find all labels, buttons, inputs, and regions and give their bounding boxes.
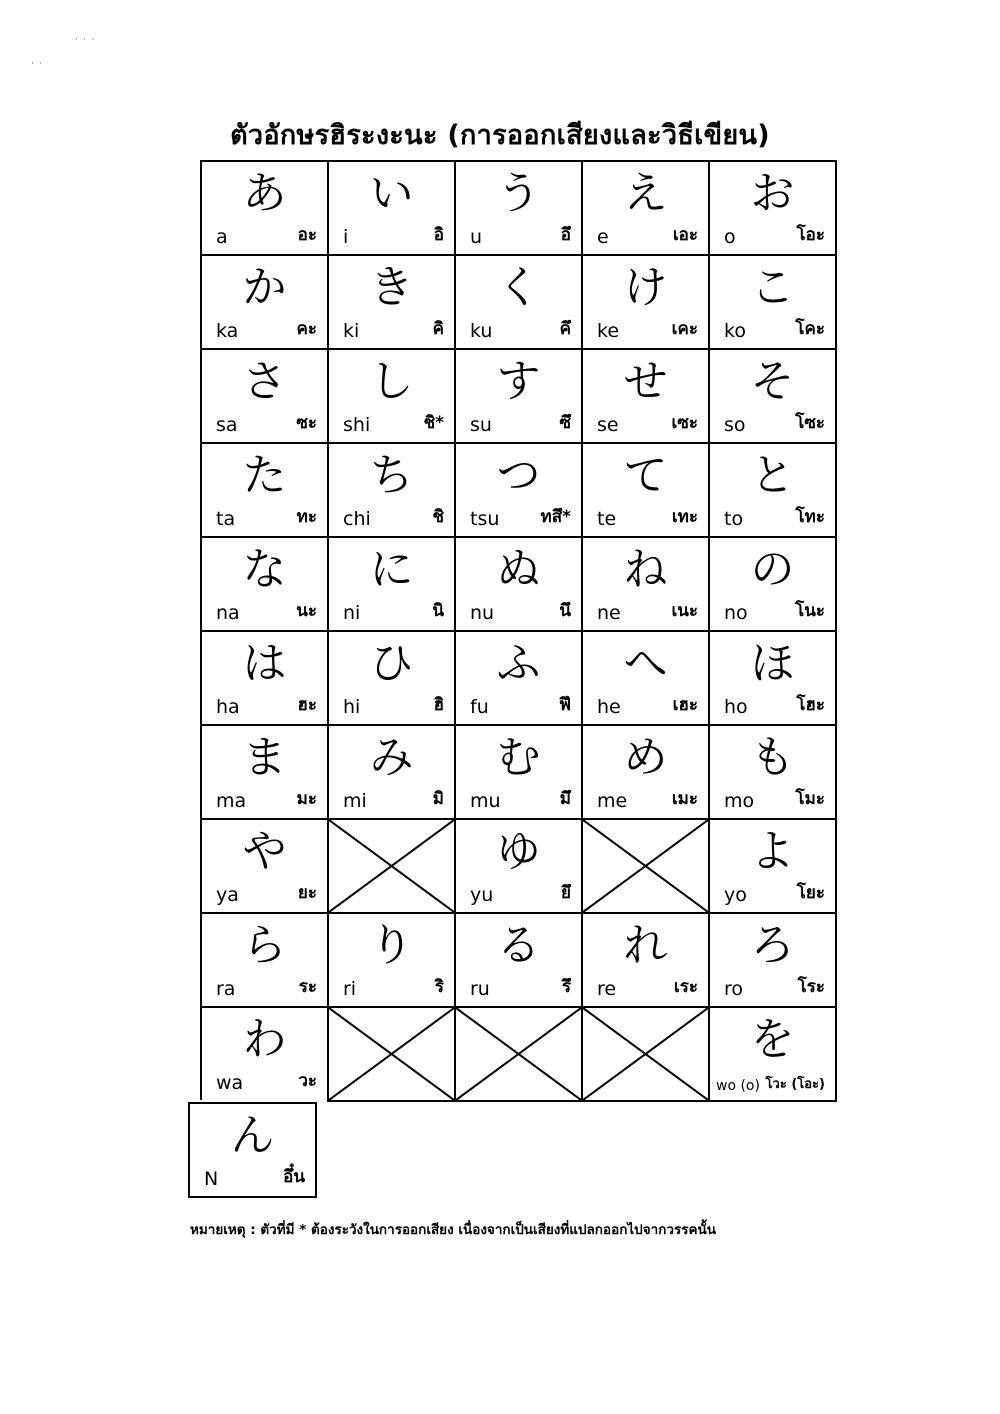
romaji-label: me [597,790,628,812]
thai-pronunciation: โคะ [795,319,825,339]
table-row [200,536,837,630]
kana-cell [708,160,837,254]
empty-crossed-cell [581,818,708,912]
romaji-label: tsu [470,508,500,530]
kana-character: み [369,732,414,783]
kana-character: ぬ [496,544,541,595]
romaji-label: ra [216,978,236,1000]
kana-cell [581,536,708,630]
thai-pronunciation: ทสึ* [540,507,571,527]
table-row [200,160,837,254]
kana-cell [188,1102,317,1198]
thai-pronunciation: เมะ [671,789,698,809]
thai-pronunciation: นึ [559,601,571,621]
kana-character: ら [242,920,287,971]
scan-speck: ˙ ˙ ˙ [74,38,96,49]
kana-cell [581,160,708,254]
romaji-label: i [343,226,349,248]
empty-crossed-cell [454,1006,581,1102]
romaji-label: wa [216,1072,244,1094]
thai-pronunciation: อะ [297,225,317,245]
thai-pronunciation: มิ [432,789,444,809]
thai-pronunciation: มึ [559,789,571,809]
hiragana-table [200,160,837,1198]
romaji-label: a [216,226,228,248]
kana-character: を [750,1014,795,1065]
kana-character: ま [242,732,287,783]
romaji-label: ru [470,978,490,1000]
kana-cell [454,254,581,348]
thai-pronunciation: เอะ [672,225,698,245]
kana-cell [708,724,837,818]
thai-pronunciation: นะ [296,601,317,621]
thai-pronunciation: โระ [797,977,825,997]
thai-pronunciation: โฮะ [796,695,825,715]
kana-character: ね [623,544,668,595]
kana-character: む [496,732,541,783]
kana-character: け [623,262,668,313]
kana-character: な [242,544,287,595]
thai-pronunciation: ซึ [559,413,571,433]
romaji-label: hi [343,696,361,718]
kana-character: え [623,168,668,219]
thai-pronunciation: โซะ [795,413,825,433]
romaji-label: ma [216,790,247,812]
romaji-label: N [204,1168,219,1190]
table-row [200,348,837,442]
thai-pronunciation: ชิ* [423,413,444,433]
cross-mark-icon [329,1008,454,1100]
kana-cell [581,442,708,536]
thai-pronunciation: อิ [433,225,444,245]
kana-character: や [242,826,287,877]
kana-character: せ [623,356,668,407]
empty-crossed-cell [327,818,454,912]
kana-cell [708,348,837,442]
kana-character: は [242,638,287,689]
kana-cell [200,630,327,724]
cross-mark-icon [583,1008,708,1100]
romaji-label: ha [216,696,240,718]
kana-cell [327,536,454,630]
kana-cell [327,160,454,254]
romaji-label: ko [724,320,746,342]
romaji-label: sa [216,414,238,436]
romaji-label: ne [597,602,621,624]
thai-pronunciation: ยะ [297,883,317,903]
romaji-label: ta [216,508,236,530]
thai-pronunciation: โนะ [795,601,825,621]
empty-crossed-cell [581,1006,708,1102]
thai-pronunciation: ฟึ [558,695,571,715]
romaji-label: ka [216,320,239,342]
kana-character: す [496,356,541,407]
kana-character: く [496,262,541,313]
footnote: หมายเหตุ : ตัวที่มี * ต้องระวังในการออกเสียง เนื่องจากเป็นเสียงที่แปลกออกไปจากวรรคนั้น [190,1222,716,1238]
kana-character: ほ [750,638,795,689]
kana-character: つ [496,450,541,501]
kana-cell [708,818,837,912]
kana-cell [581,912,708,1006]
table-row [200,818,837,912]
kana-character: て [623,450,668,501]
kana-cell [327,442,454,536]
page-title: ตัวอักษรฮิระงะนะ (การออกเสียงและวิธีเขียน) [230,120,770,151]
kana-character: し [369,356,414,407]
kana-cell [581,724,708,818]
thai-pronunciation: เทะ [671,507,698,527]
thai-pronunciation: ฮิ [433,695,444,715]
kana-cell [708,254,837,348]
scan-speck: ˙ ˙ [30,62,44,73]
kana-character: ふ [496,638,541,689]
romaji-label: mo [724,790,755,812]
kana-cell [200,536,327,630]
romaji-label: su [470,414,492,436]
romaji-label: ro [724,978,744,1000]
kana-cell [200,254,327,348]
table-row [200,442,837,536]
kana-cell [708,442,837,536]
romaji-label: se [597,414,619,436]
romaji-label: e [597,226,609,248]
kana-cell [200,160,327,254]
thai-pronunciation: เคะ [671,319,698,339]
romaji-label: shi [343,414,371,436]
romaji-label: he [597,696,621,718]
kana-cell [454,630,581,724]
romaji-label: u [470,226,483,248]
kana-cell [327,630,454,724]
table-row [200,724,837,818]
kana-cell [454,724,581,818]
thai-pronunciation: เระ [673,977,698,997]
romaji-label: no [724,602,748,624]
kana-character: り [369,920,414,971]
kana-character: こ [750,262,795,313]
kana-character: へ [623,638,668,689]
kana-cell [327,254,454,348]
romaji-label: mu [470,790,501,812]
kana-cell [454,536,581,630]
thai-pronunciation: โมะ [795,789,825,809]
kana-character: ひ [369,638,414,689]
kana-cell [581,348,708,442]
romaji-label: fu [470,696,489,718]
thai-pronunciation: เฮะ [672,695,698,715]
kana-character: め [623,732,668,783]
romaji-label: chi [343,508,371,530]
romaji-label: ri [343,978,357,1000]
thai-pronunciation: ฮะ [297,695,317,715]
table-row [200,630,837,724]
thai-pronunciation: โวะ (โอะ) [765,1077,825,1092]
romaji-label: ki [343,320,360,342]
thai-pronunciation: รึ [561,977,571,997]
thai-pronunciation: ระ [298,977,317,997]
kana-character: い [369,168,414,219]
kana-cell [581,254,708,348]
thai-pronunciation: เซะ [671,413,698,433]
kana-character: き [369,262,414,313]
kana-character: ろ [750,920,795,971]
romaji-label: so [724,414,746,436]
romaji-label: na [216,602,240,624]
cross-mark-icon [329,820,454,912]
kana-cell [708,1006,837,1102]
thai-pronunciation: โยะ [796,883,825,903]
kana-character: れ [623,920,668,971]
kana-cell [200,442,327,536]
cross-mark-icon [456,1008,581,1100]
kana-character: ん [230,1110,275,1161]
romaji-label: ku [470,320,493,342]
kana-cell [200,818,327,912]
kana-cell [200,1006,327,1100]
kana-cell [708,912,837,1006]
romaji-label: ya [216,884,239,906]
kana-character: ち [369,450,414,501]
kana-character: の [750,544,795,595]
romaji-label: ke [597,320,620,342]
empty-crossed-cell [327,1006,454,1102]
kana-cell [708,630,837,724]
romaji-label: mi [343,790,367,812]
thai-pronunciation: มะ [296,789,317,809]
romaji-label: te [597,508,617,530]
romaji-label: wo (o) [716,1078,760,1094]
kana-character: お [750,168,795,219]
kana-cell [708,536,837,630]
kana-character: さ [242,356,287,407]
thai-pronunciation: อึ [560,225,571,245]
thai-pronunciation: ริ [434,977,444,997]
kana-cell [327,724,454,818]
kana-cell [327,912,454,1006]
kana-cell [454,818,581,912]
thai-pronunciation: นิ [432,601,444,621]
kana-cell [581,630,708,724]
kana-character: わ [242,1014,287,1065]
romaji-label: ho [724,696,748,718]
thai-pronunciation: คิ [432,319,444,339]
thai-pronunciation: โทะ [795,507,825,527]
thai-pronunciation: โอะ [796,225,825,245]
kana-cell [454,160,581,254]
thai-pronunciation: คะ [296,319,317,339]
kana-cell [454,348,581,442]
thai-pronunciation: ซะ [296,413,317,433]
romaji-label: nu [470,602,495,624]
kana-character: か [242,262,287,313]
table-row [200,1006,837,1102]
kana-character: も [750,732,795,783]
cross-mark-icon [583,820,708,912]
thai-pronunciation: ชิ [432,507,444,527]
kana-cell [200,348,327,442]
romaji-label: ni [343,602,361,624]
kana-cell [327,348,454,442]
thai-pronunciation: อึ๋น [283,1167,305,1187]
table-row [188,1102,837,1198]
romaji-label: yu [470,884,494,906]
kana-character: と [750,450,795,501]
romaji-label: re [597,978,617,1000]
romaji-label: yo [724,884,747,906]
romaji-label: to [724,508,744,530]
thai-pronunciation: ทะ [296,507,317,527]
kana-cell [200,724,327,818]
thai-pronunciation: เนะ [671,601,698,621]
kana-character: に [369,544,414,595]
kana-cell [200,912,327,1006]
kana-character: る [496,920,541,971]
kana-character: ゆ [496,826,541,877]
thai-pronunciation: คึ [559,319,571,339]
thai-pronunciation: ยึ [561,883,571,903]
table-row [200,912,837,1006]
kana-character: あ [242,168,287,219]
romaji-label: o [724,226,736,248]
kana-character: う [496,168,541,219]
kana-character: そ [750,356,795,407]
kana-cell [454,442,581,536]
thai-pronunciation: วะ [298,1071,317,1091]
kana-character: た [242,450,287,501]
kana-cell [454,912,581,1006]
table-row [200,254,837,348]
kana-character: よ [750,826,795,877]
